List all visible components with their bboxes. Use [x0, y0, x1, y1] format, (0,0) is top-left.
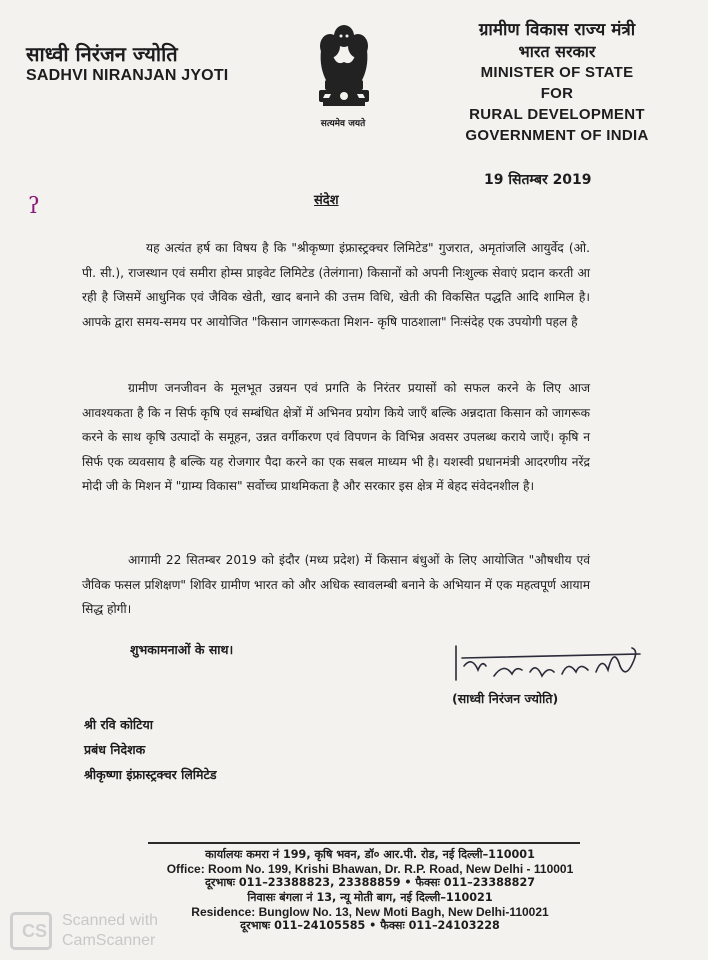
recipient-name: श्री रवि कोटिया	[84, 717, 153, 732]
residence-address-english: Residence: Bunglow No. 13, New Moti Bagh, New Delhi-110021	[191, 904, 549, 919]
office-address-english: Office: Room No. 199, Krishi Bhawan, Dr. R.P. Road, New Delhi - 110001	[166, 862, 574, 877]
recipient-designation: प्रबंध निदेशक	[84, 742, 146, 757]
body-paragraph-1: यह अत्यंत हर्ष का विषय है कि "श्रीकृष्णा इंफ्रास्ट्रक्चर लिमिटेड" गुजरात, अमृतांजलि आयुर्वेद (ओ. पी. सी.), राजस्थान एवं समीरा होम्स प्राइवेट लिमिटेड (तेलंगाना) किसानों को अपनी निःशुल्क सेवाएं प्रदान करती आ रही है जिसमें आधुनिक एवं जैविक खेती, खाद बनाने की उत्तम विधि, खेती की विकसित पद्धति आदि शामिल है। आपके द्वारा समय-समय पर आयोजित "किसान जागरूकता मिशन- कृषि पाठशाला" निःसंदेह एक उपयोगी पहल है	[82, 241, 590, 329]
designation-english-line1: MINISTER OF STATE	[480, 64, 634, 81]
designation-english-line4: GOVERNMENT OF INDIA	[465, 127, 649, 144]
designation-hindi: ग्रामीण विकास राज्य मंत्री	[478, 20, 636, 40]
watermark-line2: CamScanner	[62, 932, 156, 949]
signatory-name: (साध्वी निरंजन ज्योति)	[452, 691, 559, 706]
sender-name-english: SADHVI NIRANJAN JYOTI	[26, 67, 229, 84]
national-emblem-icon	[311, 22, 377, 122]
emblem-motto: सत्यमेव जयते	[320, 119, 366, 129]
footer-divider	[148, 842, 580, 844]
designation-block	[442, 20, 672, 146]
residence-phone: दूरभाषः 011–24105585 • फैक्सः 011–24103228	[240, 919, 500, 933]
camscanner-logo-icon	[10, 912, 52, 950]
office-address-hindi: कार्यालयः कमरा नं 199, कृषि भवन, डॉ० आर.पी. रोड, नई दिल्ली–110001	[205, 848, 535, 861]
footer-address-block	[140, 848, 600, 933]
residence-address-hindi: निवासः बंगला नं 13, न्यू मोती बाग, नई दिल्ली–110021	[247, 890, 493, 904]
camscanner-watermark	[62, 911, 158, 951]
ink-mark: ʔ	[28, 194, 40, 219]
body-paragraph-2: ग्रामीण जनजीवन के मूलभूत उन्नयन एवं प्रगति के निरंतर प्रयासों को सफल करने के लिए आज आवश्यकता है कि न सिर्फ कृषि एवं सम्बंधित क्षेत्रों में अभिनव प्रयोग किये जाएँ बल्कि अन्नदाता किसान को जागरूक करने के साथ कृषि उत्पादों के समूहन, उन्नत वर्गीकरण एवं विपणन के विभिन्न अवसर उपलब्ध कराये जाएँ। कृषि न सिर्फ एक व्यवसाय है बल्कि यह रोजगार पैदा करने का एक सबल माध्यम भी है। यशस्वी प्रधानमंत्री आदरणीय नरेंद्र मोदी जी के मिशन में "ग्राम्य विकास" सर्वोच्च प्राथमिकता है और सरकार इस क्षेत्र में बेहद संवेदनशील है।	[82, 381, 590, 493]
letter-subject: संदेश	[314, 193, 339, 208]
designation-english-line3: RURAL DEVELOPMENT	[469, 106, 645, 123]
designation-english-line2: FOR	[540, 85, 574, 102]
sender-name-hindi: साध्वी निरंजन ज्योति	[26, 42, 178, 66]
camscanner-badge-text: CS	[22, 921, 48, 941]
recipient-company: श्रीकृष्णा इंफ्रास्ट्रक्चर लिमिटेड	[84, 767, 217, 782]
office-phone: दूरभाषः 011–23388823, 23388859 • फैक्सः 011–23388827	[204, 876, 536, 890]
recipient-block	[84, 712, 217, 787]
watermark-line1: Scanned with	[62, 912, 159, 929]
letter-date: 19 सितम्बर 2019	[484, 172, 592, 188]
government-hindi: भारत सरकार	[518, 42, 596, 61]
handwritten-signature	[450, 636, 650, 696]
closing-line: शुभकामनाओं के साथ।	[130, 642, 234, 657]
body-paragraph-3: आगामी 22 सितम्बर 2019 को इंदौर (मध्य प्रदेश) में किसान बंधुओं के लिए आयोजित "औषधीय एवं जैविक फसल प्रशिक्षण" शिविर ग्रामीण भारत को और अधिक स्वावलम्बी बनाने के अभियान में एक महत्वपूर्ण आयाम सिद्ध होगी।	[82, 553, 590, 616]
